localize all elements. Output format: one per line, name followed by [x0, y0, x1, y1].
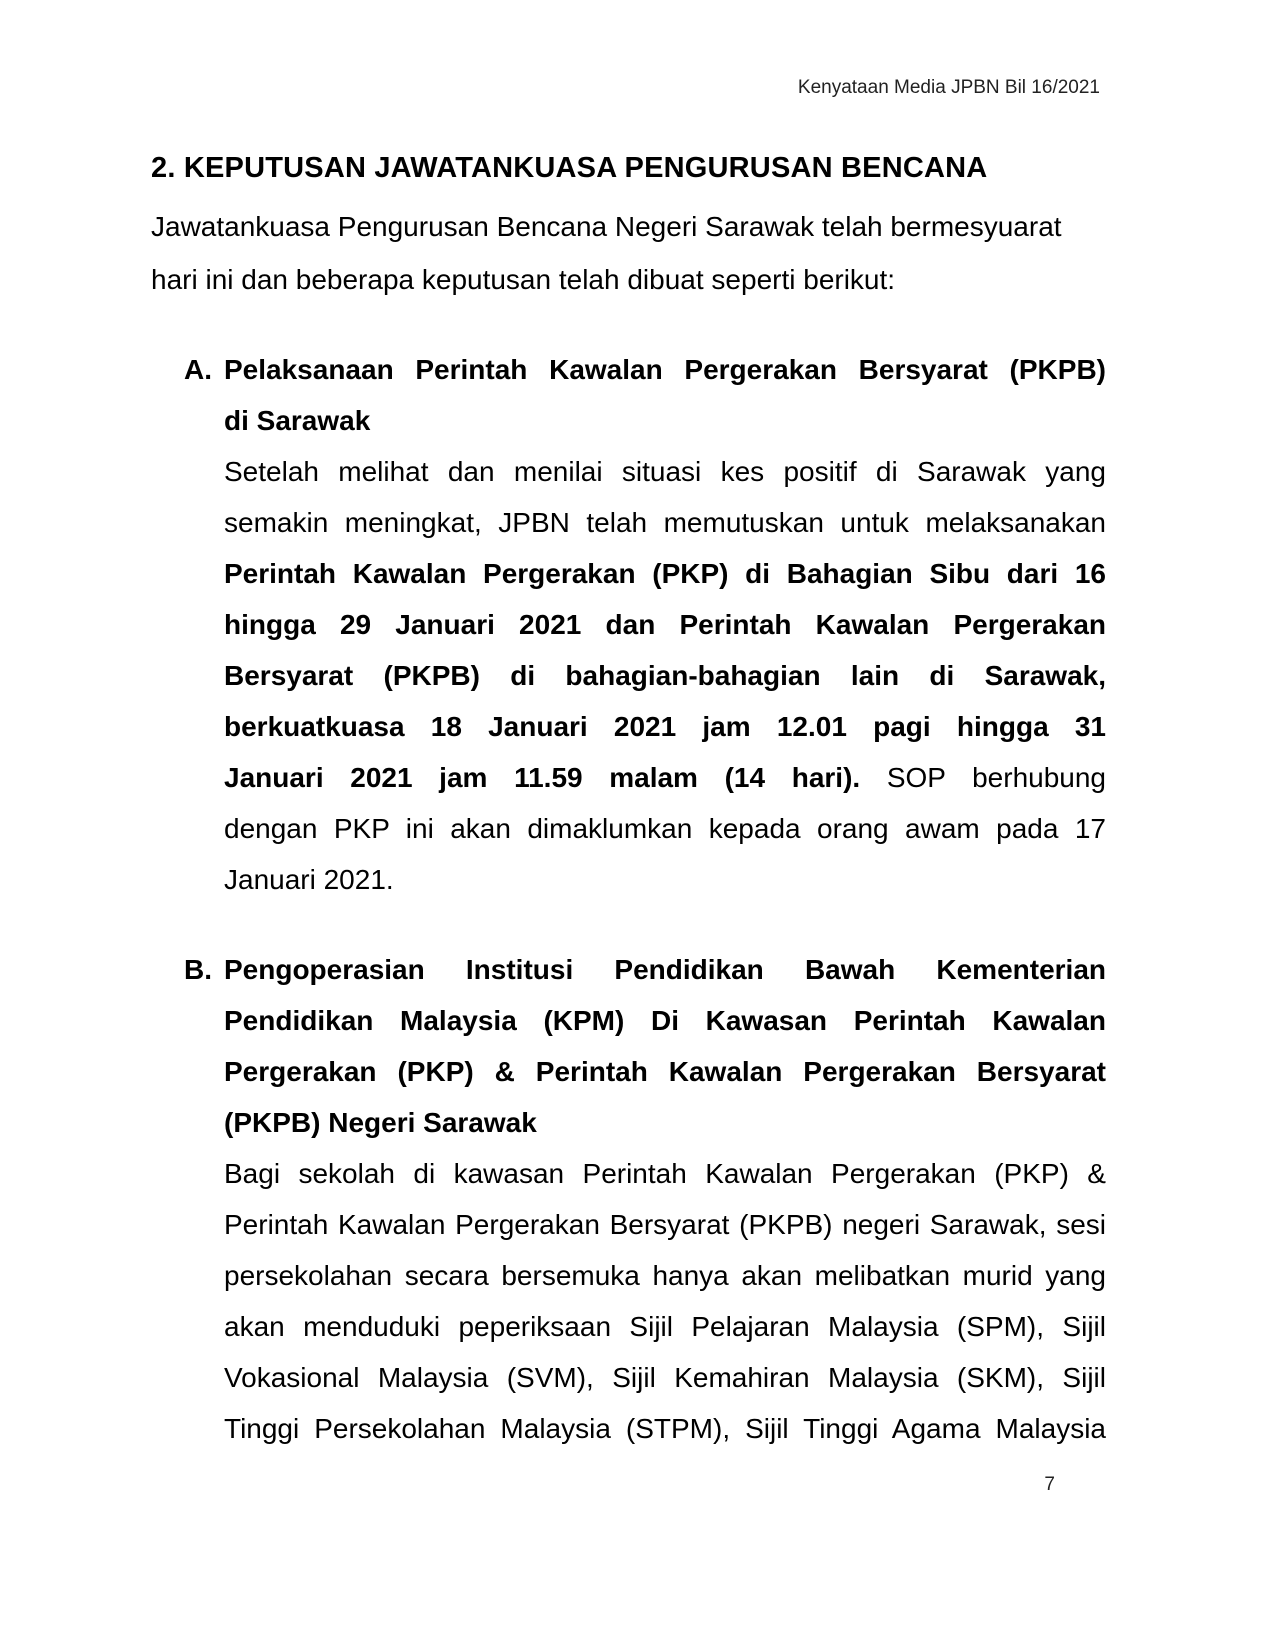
item-title-line: Pergerakan (PKP) & Perintah Kawalan Pergerakan Bersyarat [224, 1056, 1106, 1087]
bold-segment: Januari 2021 jam 11.59 malam (14 hari). [224, 762, 861, 793]
item-letter: B. [184, 954, 212, 985]
item-body-line: Januari 2021. [224, 864, 394, 895]
item-body-line: berkuatkuasa 18 Januari 2021 jam 12.01 pagi hingga 31 [224, 711, 1106, 742]
item-body-line: Setelah melihat dan menilai situasi kes positif di Sarawak yang [224, 456, 1106, 487]
section-intro [151, 201, 1111, 306]
item-content [224, 344, 1106, 905]
item-body-line-mixed [224, 752, 1106, 803]
item-body-line: dengan PKP ini akan dimaklumkan kepada orang awam pada 17 [224, 813, 1106, 844]
section-heading: 2. KEPUTUSAN JAWATANKUASA PENGURUSAN BENCANA [151, 152, 988, 184]
item-content [224, 944, 1106, 1454]
item-body-line: akan menduduki peperiksaan Sijil Pelajaran Malaysia (SPM), Sijil [224, 1311, 1106, 1342]
intro-line: hari ini dan beberapa keputusan telah dibuat seperti berikut: [151, 263, 896, 295]
item-title-line: Pelaksanaan Perintah Kawalan Pergerakan Bersyarat (PKPB) [224, 354, 1106, 385]
item-body-line: Perintah Kawalan Pergerakan (PKP) di Bahagian Sibu dari 16 [224, 558, 1106, 589]
item-title-line: (PKPB) Negeri Sarawak [224, 1107, 537, 1138]
item-title-line: di Sarawak [224, 405, 371, 436]
item-title-line: Pengoperasian Institusi Pendidikan Bawah Kementerian [224, 954, 1106, 985]
item-body-line: persekolahan secara bersemuka hanya akan melibatkan murid yang [224, 1260, 1106, 1291]
item-body-line: Vokasional Malaysia (SVM), Sijil Kemahiran Malaysia (SKM), Sijil [224, 1362, 1106, 1393]
item-body-line: semakin meningkat, JPBN telah memutuskan untuk melaksanakan [224, 507, 1106, 538]
item-body-line: Bagi sekolah di kawasan Perintah Kawalan Pergerakan (PKP) & [224, 1158, 1106, 1189]
item-letter: A. [184, 354, 212, 385]
item-body-line: Tinggi Persekolahan Malaysia (STPM), Sijil Tinggi Agama Malaysia [224, 1413, 1106, 1444]
intro-line: Jawatankuasa Pengurusan Bencana Negeri Sarawak telah bermesyuarat [151, 211, 1062, 242]
item-body-line: hingga 29 Januari 2021 dan Perintah Kawalan Pergerakan [224, 609, 1106, 640]
item-body-line: Bersyarat (PKPB) di bahagian-bahagian lain di Sarawak, [224, 660, 1106, 691]
item-body-line: Perintah Kawalan Pergerakan Bersyarat (PKPB) negeri Sarawak, sesi [224, 1209, 1106, 1240]
item-title-line: Pendidikan Malaysia (KPM) Di Kawasan Perintah Kawalan [224, 1005, 1106, 1036]
page-header: Kenyataan Media JPBN Bil 16/2021 [797, 77, 1100, 98]
page-number: 7 [1044, 1474, 1055, 1495]
regular-segment: SOP berhubung [886, 762, 1106, 793]
